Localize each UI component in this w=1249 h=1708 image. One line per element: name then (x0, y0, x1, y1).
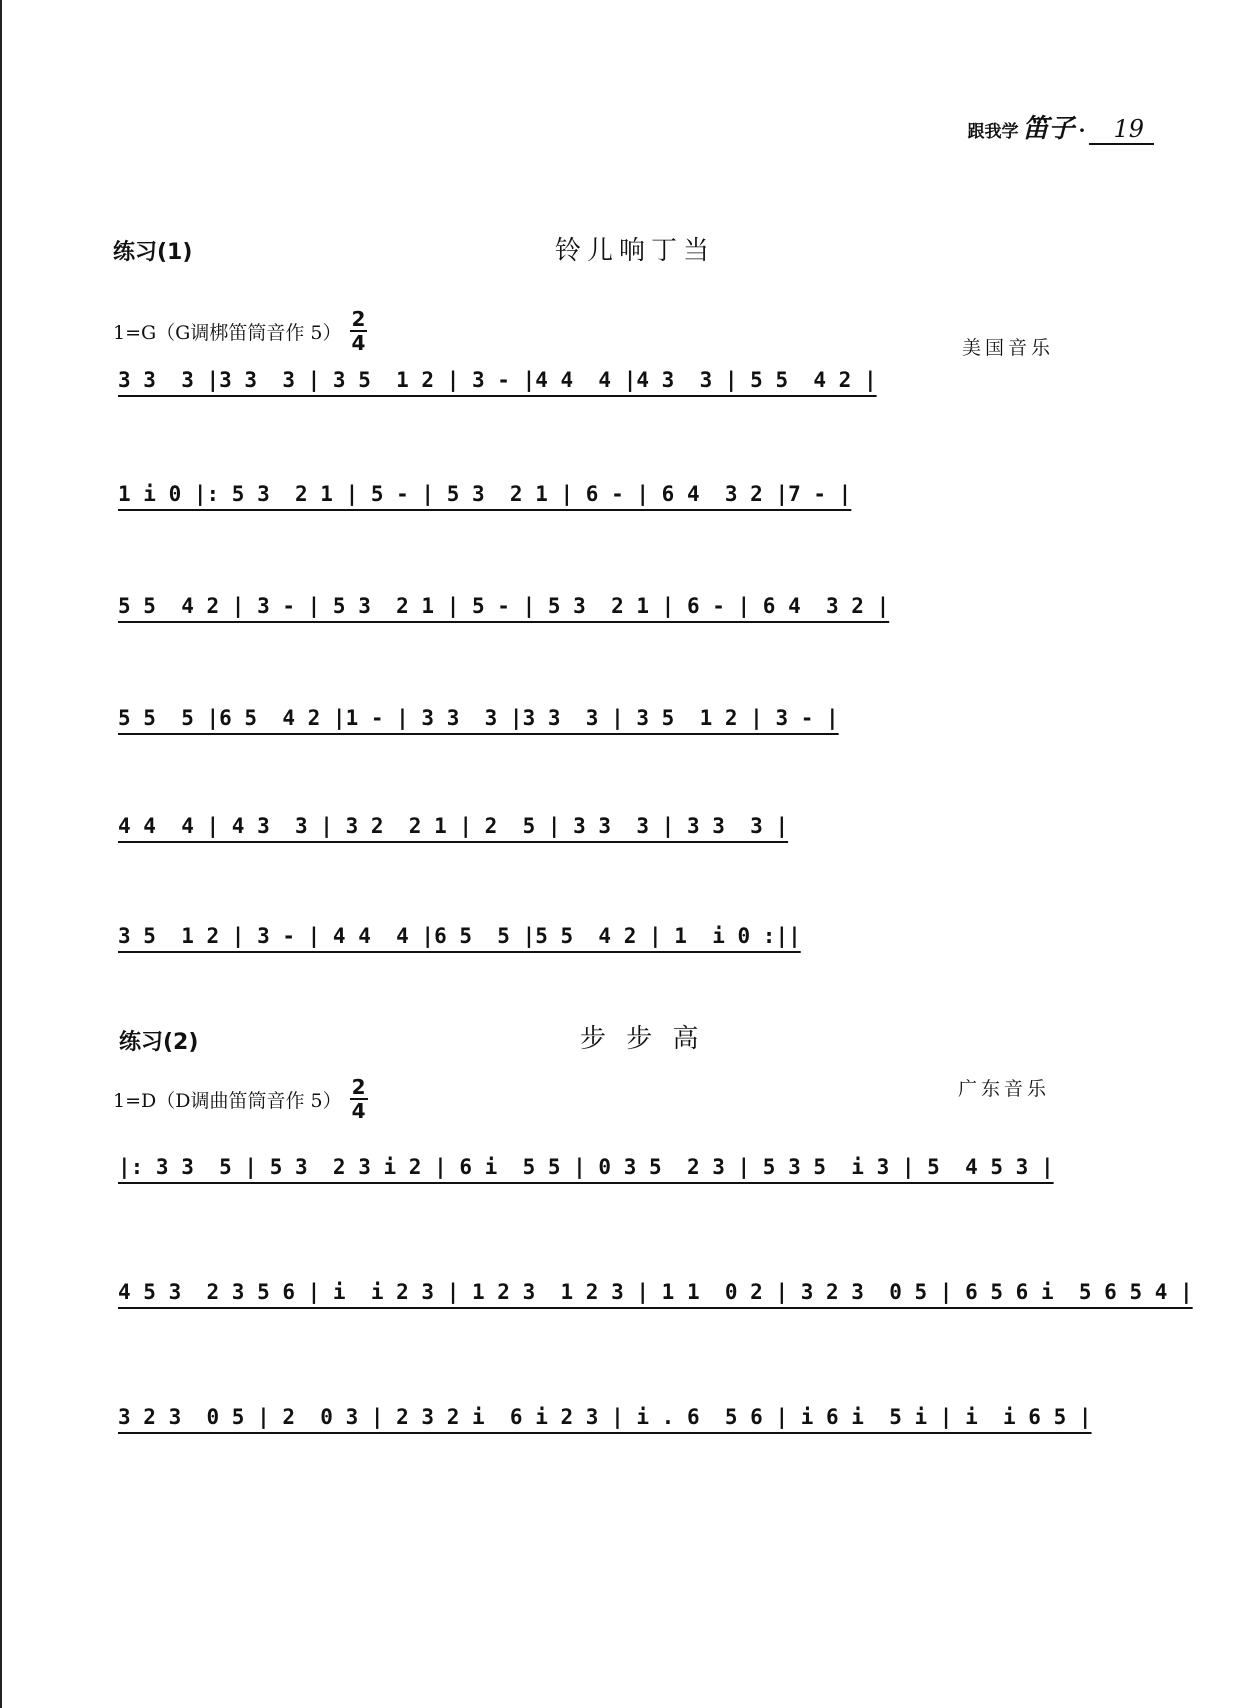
exercise2-origin: 广东音乐 (958, 1078, 1051, 1100)
brand-dot: · (1078, 118, 1086, 142)
page-number: 19 (1089, 115, 1154, 145)
time-bottom: 4 (351, 1099, 366, 1123)
page-header (967, 108, 1154, 145)
brand-small: 跟我学 (967, 122, 1019, 142)
exercise1-line-1: 3 3 3 |3 3 3 | 3 5 1 2 | 3 - |4 4 4 |4 3 3 | 5 5 4 2 | (118, 368, 877, 392)
exercise1-title: 铃儿响丁当 (555, 236, 716, 266)
exercise2-key-text: 1=D（D调曲笛筒音作 5） (113, 1089, 342, 1112)
exercise1-origin: 美国音乐 (962, 337, 1055, 359)
exercise1-line-5: 4 4 4 | 4 3 3 | 3 2 2 1 | 2 5 | 3 3 3 | 3 3 3 | (118, 814, 789, 838)
exercise1-line-3: 5 5 4 2 | 3 - | 5 3 2 1 | 5 - | 5 3 2 1 | 6 - | 6 4 3 2 | (118, 594, 890, 618)
exercise1-label: 练习(1) (113, 240, 193, 265)
exercise2-key (113, 1076, 368, 1122)
exercise2-line-2: 4 5 3 2 3 5 6 | i i 2 3 | 1 2 3 1 2 3 | 1 1 0 2 | 3 2 3 0 5 | 6 5 6 i 5 6 5 4 | (118, 1280, 1193, 1304)
page-edge (0, 0, 2, 1708)
exercise1-key (113, 308, 367, 354)
exercise2-label: 练习(2) (119, 1030, 199, 1055)
exercise1-line-2: 1 i 0 |: 5 3 2 1 | 5 - | 5 3 2 1 | 6 - | 6 4 3 2 |7 - | (118, 482, 852, 506)
brand-big: 笛子 (1022, 114, 1075, 144)
time-top: 2 (351, 307, 366, 331)
exercise1-line-6: 3 5 1 2 | 3 - | 4 4 4 |6 5 5 |5 5 4 2 | 1 i 0 :|| (118, 924, 801, 948)
exercise2-line-1: |: 3 3 5 | 5 3 2 3 i 2 | 6 i 5 5 | 0 3 5 2 3 | 5 3 5 i 3 | 5 4 5 3 | (118, 1155, 1054, 1179)
exercise1-key-text: 1=G（G调梆笛筒音作 5） (113, 321, 342, 344)
exercise2-time-signature (350, 1076, 368, 1122)
time-top: 2 (351, 1075, 366, 1099)
exercise1-time-signature (350, 308, 368, 354)
exercise2-title: 步 步 高 (580, 1024, 705, 1054)
time-bottom: 4 (351, 331, 366, 355)
exercise1-line-4: 5 5 5 |6 5 4 2 |1 - | 3 3 3 |3 3 3 | 3 5 1 2 | 3 - | (118, 706, 839, 730)
exercise2-line-3: 3 2 3 0 5 | 2 0 3 | 2 3 2 i 6 i 2 3 | i . 6 5 6 | i 6 i 5 i | i i 6 5 | (118, 1405, 1092, 1429)
